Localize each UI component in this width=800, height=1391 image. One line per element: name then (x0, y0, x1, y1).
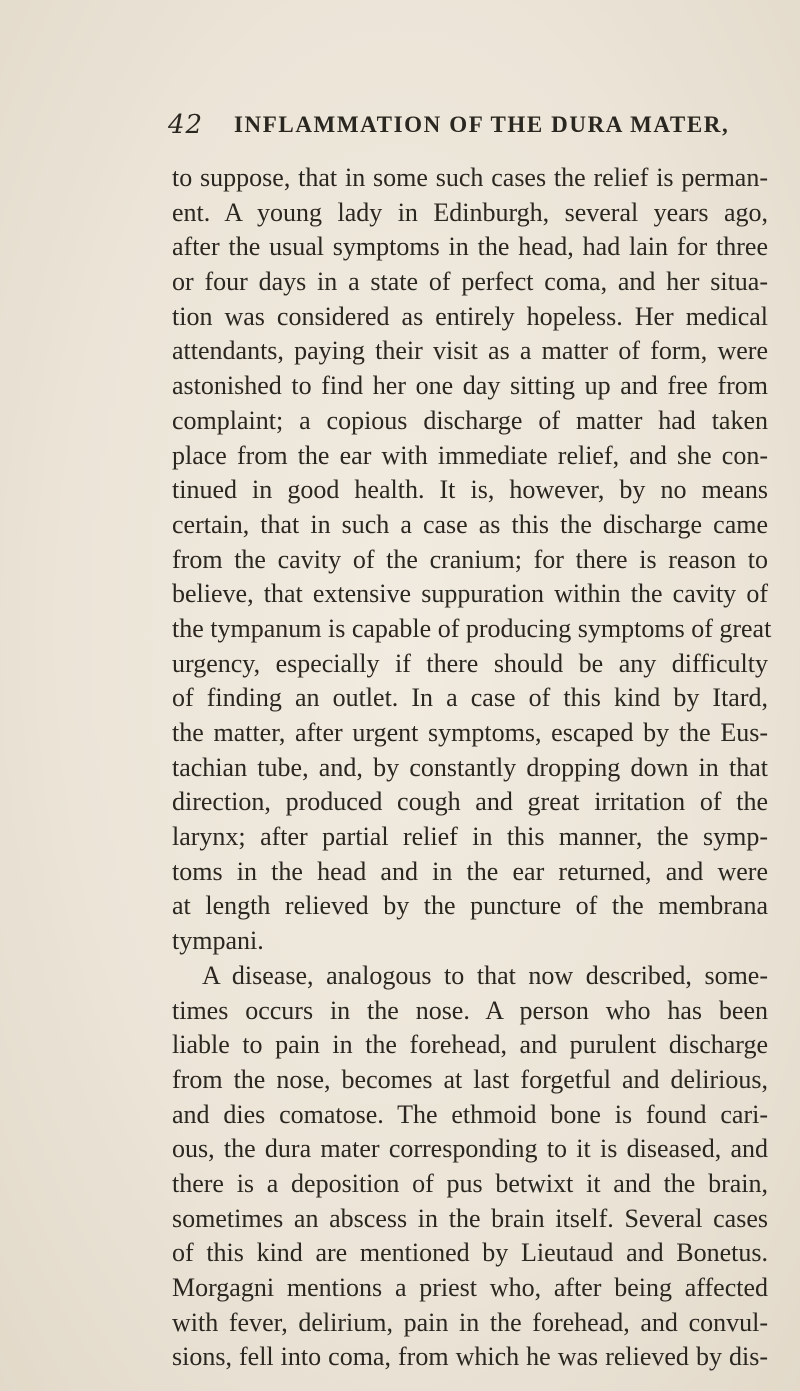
text-line: after the usual symptoms in the head, had lain for three (172, 232, 768, 262)
text-line: the tympanum is capable of producing symptoms of great (172, 613, 772, 643)
text-line: of finding an outlet. In a case of this kind by Itard, (172, 683, 768, 713)
text-line: from the cavity of the cranium; for there is reason to (172, 544, 768, 574)
text-line: astonished to find her one day sitting up and free from (172, 371, 768, 401)
running-head (168, 110, 768, 150)
paragraph-end-line: tympani. (172, 926, 264, 956)
text-line: times occurs in the nose. A person who has been (172, 995, 768, 1025)
text-line: to suppose, that in some such cases the relief is perman- (172, 163, 768, 192)
text-line: and dies comatose. The ethmoid bone is found cari- (172, 1099, 768, 1129)
text-line: at length relieved by the puncture of the membrana (172, 891, 768, 921)
text-line: ent. A young lady in Edinburgh, several years ago, (172, 197, 768, 227)
text-line: tion was considered as entirely hopeless. Her medical (172, 301, 768, 331)
text-line: ous, the dura mater corresponding to it is diseased, and (172, 1134, 768, 1164)
text-line: tinued in good health. It is, however, by no means (172, 475, 768, 505)
text-line: certain, that in such a case as this the discharge came (172, 509, 768, 539)
text-line: there is a deposition of pus betwixt it and the brain, (172, 1168, 768, 1198)
text-line: larynx; after partial relief in this manner, the symp- (172, 822, 768, 852)
text-line: sions, fell into coma, from which he was relieved by dis- (172, 1342, 768, 1372)
text-line: or four days in a state of perfect coma, and her situa- (172, 267, 768, 297)
paragraph-start-line: A disease, analogous to that now described, some- (202, 960, 768, 990)
text-line: place from the ear with immediate relief, and she con- (172, 440, 768, 470)
text-line: direction, produced cough and great irritation of the (172, 787, 768, 817)
text-line: sometimes an abscess in the brain itself. Several cases (172, 1203, 768, 1233)
page-number: 42 (168, 110, 204, 140)
text-line: toms in the head and in the ear returned, and were (172, 856, 768, 886)
text-line: Morgagni mentions a priest who, after being affected (172, 1273, 768, 1302)
text-line: urgency, especially if there should be any difficulty (172, 648, 768, 678)
text-line: of this kind are mentioned by Lieutaud and Bonetus. (172, 1238, 768, 1268)
body-text (172, 161, 772, 1375)
text-line: with fever, delirium, pain in the forehead, and convul- (172, 1307, 768, 1337)
text-line: attendants, paying their visit as a matter of form, were (172, 336, 768, 366)
text-line: the matter, after urgent symptoms, escaped by the Eus- (172, 718, 768, 747)
text-line: complaint; a copious discharge of matter had taken (172, 405, 768, 435)
text-line: believe, that extensive suppuration within the cavity of (172, 579, 768, 609)
running-title: INFLAMMATION OF THE DURA MATER, (234, 112, 730, 137)
text-line: tachian tube, and, by constantly dropping down in that (172, 752, 768, 782)
text-line: liable to pain in the forehead, and purulent discharge (172, 1030, 768, 1060)
text-line: from the nose, becomes at last forgetful and delirious, (172, 1064, 768, 1094)
